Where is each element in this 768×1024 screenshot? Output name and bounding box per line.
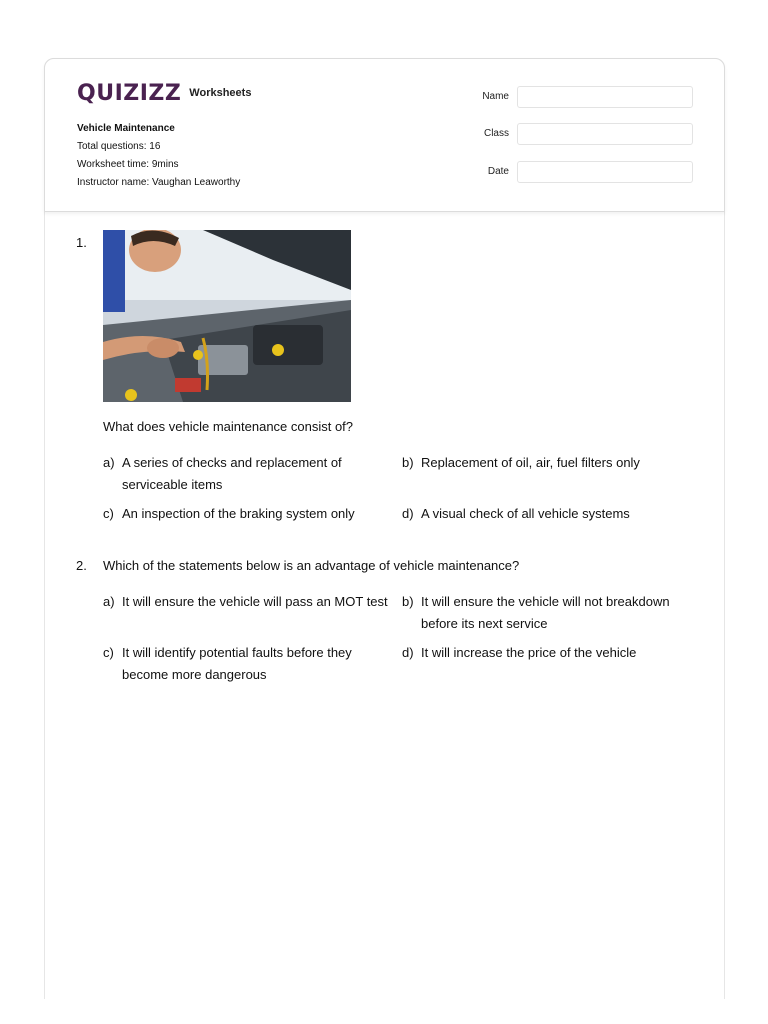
option-letter: d) [402,645,414,660]
option-letter: c) [103,506,114,521]
product-label: Worksheets [189,87,252,99]
question-1-text: What does vehicle maintenance consist of? [103,419,354,434]
option-letter: a) [103,455,115,470]
name-label: Name [482,91,509,102]
question-2-option-b[interactable] [402,591,692,635]
option-text: It will increase the price of the vehicle [421,645,637,660]
date-field[interactable] [517,161,693,183]
option-letter: a) [103,594,115,609]
worksheet-time: Worksheet time: 9mins [77,159,179,170]
instructor-name: Instructor name: Vaughan Leaworthy [77,177,241,188]
option-letter: b) [402,594,414,609]
option-text: It will ensure the vehicle will not breakdown before its next service [421,594,670,631]
question-1-option-a[interactable] [103,452,393,496]
option-text: Replacement of oil, air, fuel filters only [421,455,640,470]
class-label: Class [483,128,509,139]
option-letter: d) [402,506,414,521]
option-letter: b) [402,455,414,470]
option-text: A series of checks and replacement of serviceable items [122,455,342,492]
question-2-option-d[interactable] [402,642,692,664]
option-text: It will ensure the vehicle will pass an MOT test [122,594,388,609]
worksheet-header [44,58,725,212]
question-2-number: 2. [76,558,87,573]
option-text: It will identify potential faults before they become more dangerous [122,645,352,682]
quizizz-logo [77,79,251,107]
name-field[interactable] [517,86,693,108]
option-text: A visual check of all vehicle systems [421,506,630,521]
question-1-option-d[interactable] [402,503,692,525]
class-field[interactable] [517,123,693,145]
question-1-number: 1. [76,235,87,250]
worksheet-title: Vehicle Maintenance [77,123,175,134]
total-questions: Total questions: 16 [77,141,161,152]
question-2-option-a[interactable] [103,591,399,613]
question-2-text: Which of the statements below is an advantage of vehicle maintenance? [103,558,520,573]
logo-wordmark: QUIZIZZ [77,80,182,106]
option-text: An inspection of the braking system only [122,506,355,521]
mechanic-engine-photo [103,230,351,402]
date-label: Date [487,166,509,177]
question-1-option-c[interactable] [103,503,393,525]
question-2-option-c[interactable] [103,642,373,686]
question-1-option-b[interactable] [402,452,692,474]
option-letter: c) [103,645,114,660]
worksheet-meta [77,120,240,192]
